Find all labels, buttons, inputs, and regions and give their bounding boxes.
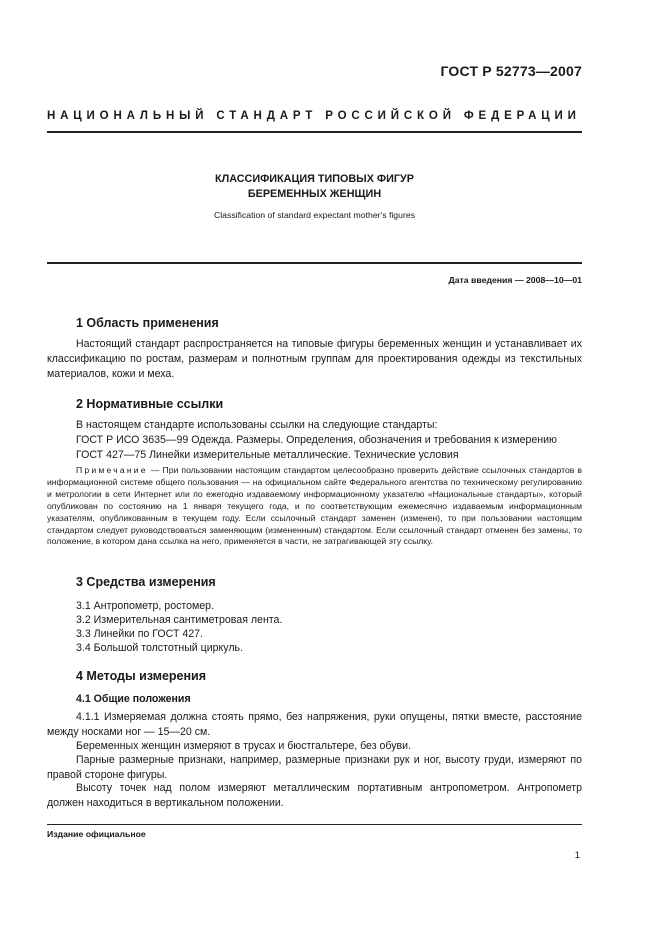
note-label: Примечание xyxy=(76,465,148,475)
section-3-heading: 3 Средства измерения xyxy=(76,575,216,589)
title-line-1: КЛАССИФИКАЦИЯ ТИПОВЫХ ФИГУР xyxy=(215,173,414,185)
official-edition-label: Издание официальное xyxy=(47,829,146,839)
introduction-date: Дата введения — 2008—10—01 xyxy=(448,275,582,285)
reference-gost-427: ГОСТ 427—75 Линейки измерительные металлические. Технические условия xyxy=(76,449,459,461)
paragraph-4-1-1: 4.1.1 Измеряемая должна стоять прямо, без напряжения, руки опущены, пятки вместе, расстояние между носками ног — 15—20 см. xyxy=(47,711,582,738)
measuring-tool-item: 3.3 Линейки по ГОСТ 427. xyxy=(76,628,203,640)
national-standard-banner: НАЦИОНАЛЬНЫЙ СТАНДАРТ РОССИЙСКОЙ ФЕДЕРАЦИИ xyxy=(47,110,581,122)
measuring-tool-item: 3.4 Большой толстотный циркуль. xyxy=(76,642,244,654)
document-title xyxy=(47,172,582,202)
reference-gost-r-iso-3635: ГОСТ Р ИСО 3635—99 Одежда. Размеры. Определения, обозначения и требования к измерению xyxy=(76,434,558,446)
title-divider xyxy=(47,262,582,264)
section-2-lead: В настоящем стандарте использованы ссылки на следующие стандарты: xyxy=(76,419,438,431)
title-line-2: БЕРЕМЕННЫХ ЖЕНЩИН xyxy=(247,188,382,200)
subsection-4-1-heading: 4.1 Общие положения xyxy=(76,693,191,705)
section-4-heading: 4 Методы измерения xyxy=(76,669,207,683)
footer-divider xyxy=(47,824,582,825)
section-1-text: Настоящий стандарт распространяется на типовые фигуры беременных женщин и устанавливает их классификацию по ростам, размерам и полнотным группам для проектирования одежды из текстильных материалов, кожи и меха. xyxy=(47,338,582,380)
measuring-tool-item: 3.2 Измерительная сантиметровая лента. xyxy=(76,614,283,626)
top-divider xyxy=(47,131,582,133)
references-note xyxy=(47,465,582,548)
paragraph-paired-features: Парные размерные признаки, например, размерные признаки рук и ног, высоту груди, измеряют по правой стороне фигуры. xyxy=(47,754,582,781)
english-title: Classification of standard expectant mother's figures xyxy=(213,210,416,220)
section-2-heading: 2 Нормативные ссылки xyxy=(76,397,224,411)
section-1-heading: 1 Область применения xyxy=(76,316,219,330)
paragraph-height-points: Высоту точек над полом измеряют металлическим портативным антропометром. Антропометр должен находиться в вертикальном положении. xyxy=(47,782,582,809)
note-text: — При пользовании настоящим стандартом целесообразно проверить действие ссылочных стандартов в информационной системе общего пользования — на официальном сайте Федерального агентства по техническому регулированию и метрологии в сети Интернет или по ежегодно издаваемому информационному указателю «Национальные стандарты», который опубликован по состоянию на 1 января текущего года, и по соответствующим ежемесячно издаваемым информационным указателям, опубликованным в текущем году. Если ссылочный стандарт заменен (изменен), то при пользовании настоящим стандартом следует руководствоваться заменяющим (измененным) стандартом. Если ссылочный стандарт отменен без замены, то положение, в котором дана ссылка на него, применяется в части, не затрагивающей эту ссылку. xyxy=(47,465,582,547)
measuring-tool-item: 3.1 Антропометр, ростомер. xyxy=(76,600,215,612)
page-number: 1 xyxy=(574,850,580,861)
paragraph-clothing: Беременных женщин измеряют в трусах и бюстгальтере, без обуви. xyxy=(76,740,412,752)
document-code: ГОСТ Р 52773—2007 xyxy=(440,63,582,79)
